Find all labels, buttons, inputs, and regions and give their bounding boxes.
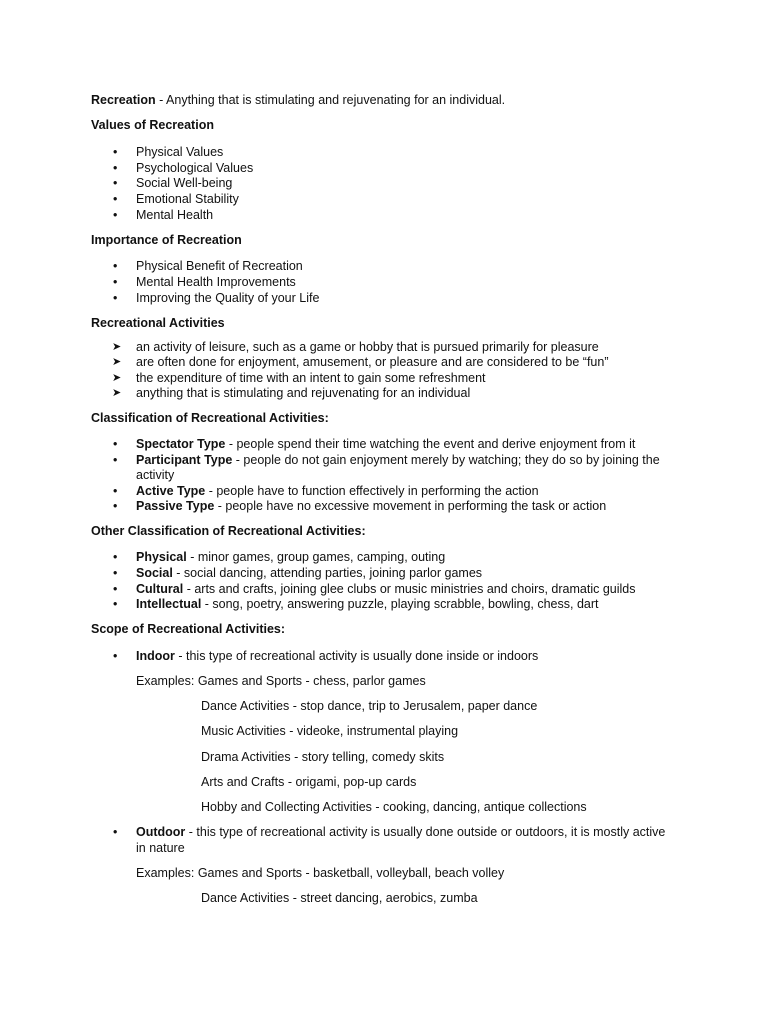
list-item: Psychological Values [136, 161, 254, 175]
list-item [136, 582, 636, 597]
arrow-bullet-icon: ➤ [112, 372, 122, 384]
item-term: Social [136, 566, 173, 580]
example-item: Drama Activities - story telling, comedy skits [201, 750, 445, 764]
importance-heading: Importance of Recreation [91, 233, 242, 247]
bullet-icon: • [113, 582, 118, 596]
list-item [136, 550, 445, 565]
arrow-bullet-icon: ➤ [112, 341, 122, 353]
item-text: - song, poetry, answering puzzle, playing scrabble, bowling, chess, dart [201, 597, 599, 611]
list-item [136, 484, 539, 499]
list-item-continuation: activity [136, 468, 175, 482]
classification-heading: Classification of Recreational Activities: [91, 411, 329, 425]
definition-text: - Anything that is stimulating and rejuvenating for an individual. [155, 93, 506, 107]
values-heading: Values of Recreation [91, 118, 214, 132]
item-text: - minor games, group games, camping, outing [186, 550, 446, 564]
example-item: Music Activities - videoke, instrumental playing [201, 724, 459, 738]
list-item: Social Well-being [136, 176, 233, 190]
item-term: Intellectual [136, 597, 202, 611]
list-item-outdoor [136, 825, 665, 840]
activities-heading: Recreational Activities [91, 316, 225, 330]
list-item-indoor [136, 649, 538, 664]
bullet-icon: • [113, 275, 118, 289]
example-item: Hobby and Collecting Activities - cooking, dancing, antique collections [201, 800, 587, 814]
examples-label: Examples: Games and Sports - chess, parlor games [136, 674, 426, 688]
item-text: - people spend their time watching the event and derive enjoyment from it [225, 437, 636, 451]
item-text: - social dancing, attending parties, joining parlor games [172, 566, 483, 580]
list-item: Mental Health [136, 208, 214, 222]
bullet-icon: • [113, 145, 118, 159]
list-item: Mental Health Improvements [136, 275, 296, 289]
list-item [136, 453, 660, 468]
examples-label: Examples: Games and Sports - basketball, volleyball, beach volley [136, 866, 505, 880]
item-text: - arts and crafts, joining glee clubs or music ministries and choirs, dramatic guilds [183, 582, 636, 596]
list-item: Improving the Quality of your Life [136, 291, 320, 305]
item-term: Passive Type [136, 499, 215, 513]
item-term: Indoor [136, 649, 175, 663]
item-text: - people do not gain enjoyment merely by watching; they do so by joining the [232, 453, 660, 467]
item-term: Outdoor [136, 825, 186, 839]
list-item-continuation: in nature [136, 841, 185, 855]
scope-heading: Scope of Recreational Activities: [91, 622, 286, 636]
definition-term: Recreation [91, 93, 156, 107]
bullet-icon: • [113, 291, 118, 305]
bullet-icon: • [113, 825, 118, 839]
item-text: - people have no excessive movement in performing the task or action [214, 499, 607, 513]
bullet-icon: • [113, 208, 118, 222]
bullet-icon: • [113, 597, 118, 611]
list-item: anything that is stimulating and rejuvenating for an individual [136, 386, 471, 400]
bullet-icon: • [113, 176, 118, 190]
bullet-icon: • [113, 161, 118, 175]
item-term: Active Type [136, 484, 206, 498]
item-term: Physical [136, 550, 187, 564]
bullet-icon: • [113, 437, 118, 451]
bullet-icon: • [113, 453, 118, 467]
bullet-icon: • [113, 192, 118, 206]
definition-line [91, 93, 505, 108]
arrow-bullet-icon: ➤ [112, 356, 122, 368]
bullet-icon: • [113, 550, 118, 564]
arrow-bullet-icon: ➤ [112, 387, 122, 399]
list-item [136, 597, 599, 612]
item-text: - people have to function effectively in performing the action [205, 484, 539, 498]
bullet-icon: • [113, 484, 118, 498]
bullet-icon: • [113, 566, 118, 580]
list-item: are often done for enjoyment, amusement, or pleasure and are considered to be “fun” [136, 355, 609, 369]
example-item: Dance Activities - stop dance, trip to Jerusalem, paper dance [201, 699, 538, 713]
list-item: an activity of leisure, such as a game or hobby that is pursued primarily for pleasure [136, 340, 599, 354]
list-item: Emotional Stability [136, 192, 239, 206]
list-item: the expenditure of time with an intent to gain some refreshment [136, 371, 486, 385]
item-term: Cultural [136, 582, 184, 596]
list-item [136, 437, 635, 452]
list-item: Physical Benefit of Recreation [136, 259, 303, 273]
bullet-icon: • [113, 499, 118, 513]
list-item [136, 499, 606, 514]
item-text: - this type of recreational activity is usually done inside or indoors [174, 649, 539, 663]
example-item: Arts and Crafts - origami, pop-up cards [201, 775, 417, 789]
other-classification-heading: Other Classification of Recreational Activities: [91, 524, 366, 538]
example-item: Dance Activities - street dancing, aerobics, zumba [201, 891, 478, 905]
bullet-icon: • [113, 649, 118, 663]
item-term: Spectator Type [136, 437, 226, 451]
bullet-icon: • [113, 259, 118, 273]
list-item [136, 566, 482, 581]
list-item: Physical Values [136, 145, 224, 159]
item-term: Participant Type [136, 453, 233, 467]
item-text: - this type of recreational activity is usually done outside or outdoors, it is mostly active [185, 825, 666, 839]
